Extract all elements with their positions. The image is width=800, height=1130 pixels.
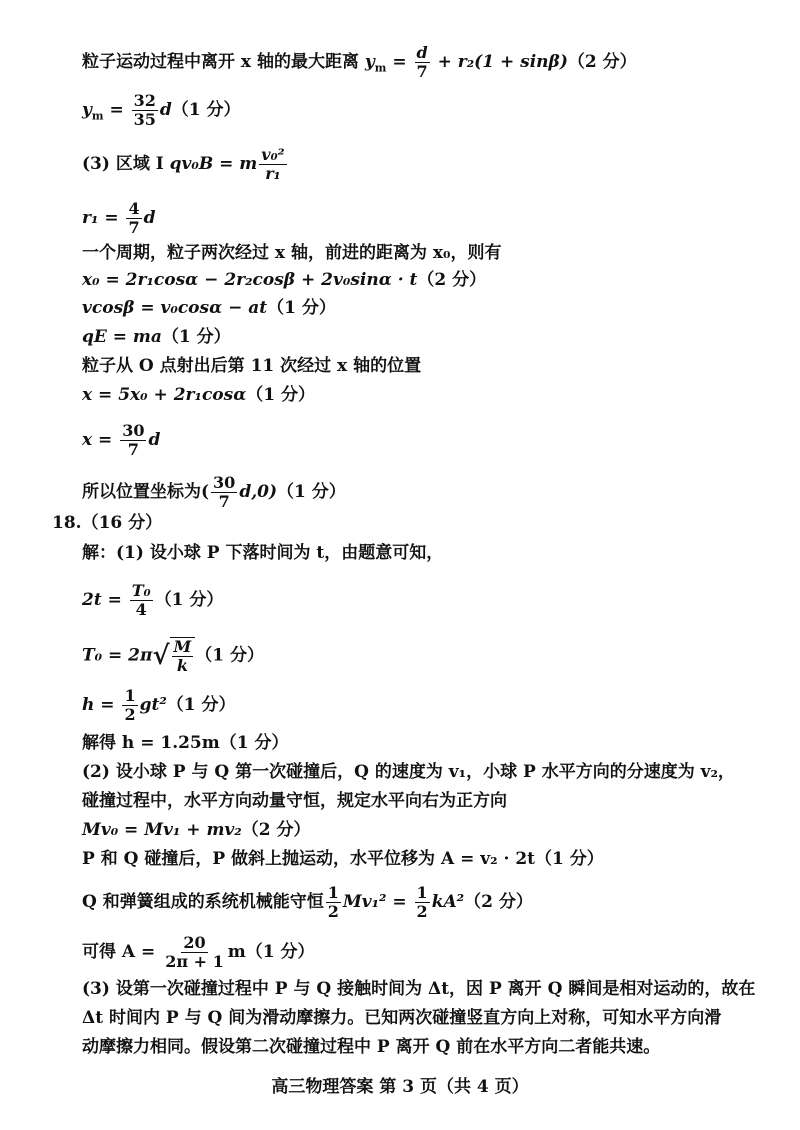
score: （1 分） bbox=[154, 590, 224, 610]
line-max-distance bbox=[82, 44, 637, 81]
expr: d bbox=[159, 100, 172, 120]
line-coordinates bbox=[82, 474, 346, 511]
line-A-result bbox=[82, 934, 314, 971]
text: 粒子从 O 点射出后第 11 次经过 x 轴的位置 bbox=[82, 356, 422, 376]
score: （1 分） bbox=[219, 733, 289, 753]
line-x bbox=[82, 383, 315, 407]
num: T₀ bbox=[131, 581, 151, 600]
line-T0 bbox=[82, 637, 264, 675]
line-part-2 bbox=[82, 760, 735, 784]
den: 7 bbox=[416, 62, 428, 81]
expr: vcosβ = v₀cosα − at bbox=[82, 298, 268, 318]
text: (3) 设第一次碰撞过程中 P 与 Q 接触时间为 Δt，因 P 离开 Q 瞬间是相对运动的，故在 bbox=[82, 979, 756, 999]
expr: x = 5x₀ + 2r₁cosα bbox=[82, 385, 247, 405]
text: 所以位置坐标为( bbox=[82, 482, 210, 502]
radical-sign: √ bbox=[152, 641, 170, 671]
score: （1 分） bbox=[277, 482, 346, 502]
line-vcos bbox=[82, 296, 336, 320]
num: 30 bbox=[213, 473, 236, 492]
text: (3) 区域 Ⅰ bbox=[82, 154, 170, 174]
expr: d bbox=[148, 430, 161, 450]
line-friction bbox=[82, 1006, 721, 1030]
score: （1 分） bbox=[171, 100, 241, 120]
expr: 2t = bbox=[82, 590, 128, 610]
num: 1 bbox=[327, 883, 339, 902]
text: 解得 h = 1.25m bbox=[82, 733, 220, 753]
den: 7 bbox=[128, 218, 140, 237]
num: 30 bbox=[122, 421, 145, 440]
score: （2 分） bbox=[567, 52, 637, 72]
line-period bbox=[82, 241, 501, 265]
den: r₁ bbox=[265, 164, 281, 183]
fraction bbox=[130, 582, 153, 619]
score: （2 分） bbox=[241, 820, 311, 840]
fraction bbox=[126, 200, 141, 237]
text: 碰撞过程中，水平方向动量守恒，规定水平向右为正方向 bbox=[82, 791, 507, 811]
num: d bbox=[416, 43, 428, 62]
expr: + r₂(1 + sinβ) bbox=[431, 52, 568, 72]
fraction bbox=[415, 884, 430, 921]
line-part-3 bbox=[82, 977, 755, 1001]
expr: d bbox=[143, 208, 156, 228]
score: （1 分） bbox=[246, 385, 316, 405]
den: 35 bbox=[133, 110, 156, 129]
score: （1 分） bbox=[535, 849, 604, 869]
fraction bbox=[120, 422, 146, 459]
fraction bbox=[415, 44, 430, 81]
line-region-1 bbox=[82, 146, 289, 183]
den: 4 bbox=[135, 600, 147, 619]
score: （2 分） bbox=[464, 892, 533, 912]
num: 20 bbox=[183, 933, 206, 952]
line-energy bbox=[82, 884, 533, 921]
sub: m bbox=[91, 109, 104, 123]
question-18-title bbox=[52, 511, 162, 535]
fraction bbox=[172, 638, 194, 675]
line-h-result bbox=[82, 731, 289, 755]
page-footer: 高三物理答案 第 3 页（共 4 页） bbox=[271, 1077, 529, 1097]
expr: d,0) bbox=[239, 482, 277, 502]
score: （1 分） bbox=[166, 695, 236, 715]
text: 动摩擦力相同。假设第二次碰撞过程中 P 离开 Q 前在水平方向二者能共速。 bbox=[82, 1037, 661, 1057]
text: Δt 时间内 P 与 Q 间为滑动摩擦力。已知两次碰撞竖直方向上对称，可知水平方向滑 bbox=[82, 1008, 722, 1028]
num: 1 bbox=[416, 883, 428, 902]
expr: r₁ = bbox=[82, 208, 125, 228]
fraction bbox=[326, 884, 341, 921]
line-r1 bbox=[82, 200, 156, 237]
den: k bbox=[176, 656, 188, 675]
score: （2 分） bbox=[417, 270, 487, 290]
den: 2 bbox=[124, 705, 136, 724]
eq: = bbox=[386, 52, 413, 72]
expr: Mv₀ = Mv₁ + mv₂ bbox=[82, 820, 242, 840]
expr: T₀ = 2π bbox=[82, 645, 153, 666]
num: 4 bbox=[128, 199, 140, 218]
score: （1 分） bbox=[195, 645, 265, 666]
line-h bbox=[82, 687, 236, 724]
fraction bbox=[259, 146, 286, 183]
score: （1 分） bbox=[245, 942, 315, 962]
expr: qE = ma bbox=[82, 327, 162, 347]
line-11th-pass bbox=[82, 354, 421, 378]
num: 32 bbox=[133, 91, 156, 110]
line-qe bbox=[82, 325, 231, 349]
line-ym-result bbox=[82, 92, 241, 129]
sqrt bbox=[152, 637, 195, 675]
den: 2 bbox=[327, 902, 339, 921]
text: Q 和弹簧组成的系统机械能守恒 bbox=[82, 892, 324, 912]
score: （1 分） bbox=[161, 327, 231, 347]
text: 18.（16 分） bbox=[52, 513, 163, 533]
den: 7 bbox=[218, 492, 230, 511]
line-solution-1 bbox=[82, 541, 443, 565]
var: y bbox=[82, 100, 92, 120]
den: 2 bbox=[416, 902, 428, 921]
line-momentum-eq bbox=[82, 818, 311, 842]
text: P 和 Q 碰撞后，P 做斜上抛运动，水平位移为 A = v₂ · 2t bbox=[82, 849, 535, 869]
num: M bbox=[173, 637, 192, 656]
eq: = bbox=[103, 100, 130, 120]
num: 1 bbox=[124, 686, 136, 705]
line-common-velocity bbox=[82, 1035, 660, 1059]
score: （1 分） bbox=[267, 298, 336, 318]
expr: qv₀B = m bbox=[169, 154, 258, 174]
fraction bbox=[163, 934, 226, 971]
text: 粒子运动过程中离开 x 轴的最大距离 bbox=[82, 52, 365, 72]
unit: m bbox=[227, 942, 246, 962]
den: 2π + 1 bbox=[165, 952, 224, 971]
line-2t bbox=[82, 582, 223, 619]
text: 解：(1) 设小球 P 下落时间为 t，由题意可知， bbox=[82, 543, 444, 563]
fraction bbox=[132, 92, 158, 129]
fraction bbox=[211, 474, 237, 511]
sub: m bbox=[374, 61, 387, 75]
line-x-result bbox=[82, 422, 160, 459]
text: 一个周期，粒子两次经过 x 轴，前进的距离为 x₀，则有 bbox=[82, 243, 502, 263]
line-x0 bbox=[82, 268, 486, 292]
expr: gt² bbox=[139, 695, 167, 715]
var: y bbox=[364, 52, 375, 72]
line-momentum bbox=[82, 789, 507, 813]
line-projectile bbox=[82, 847, 604, 871]
expr: h = bbox=[82, 695, 121, 715]
num: v₀² bbox=[261, 145, 285, 164]
text: 可得 A = bbox=[82, 942, 162, 962]
fraction bbox=[122, 687, 137, 724]
expr: kA² bbox=[431, 892, 465, 912]
expr: x₀ = 2r₁cosα − 2r₂cosβ + 2v₀sinα · t bbox=[82, 270, 418, 290]
text: (2) 设小球 P 与 Q 第一次碰撞后，Q 的速度为 v₁，小球 P 水平方向的分速度为 v₂， bbox=[82, 762, 735, 782]
radicand bbox=[170, 637, 196, 675]
expr: Mv₁² = bbox=[342, 892, 413, 912]
expr: x = bbox=[82, 430, 119, 450]
den: 7 bbox=[127, 440, 139, 459]
